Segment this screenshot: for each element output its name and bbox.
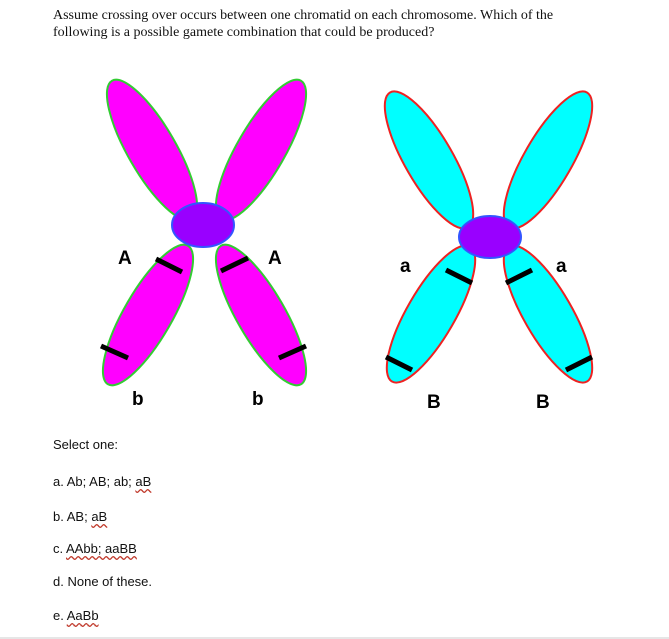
left-lower-right-arm [200, 234, 322, 397]
option-d[interactable] [53, 574, 152, 589]
right-centromere [459, 216, 521, 258]
question-line-2: following is a possible gamete combination that could be produced? [53, 25, 435, 40]
right-lower-right-arm [488, 234, 608, 393]
right-lower-left-arm [371, 234, 491, 393]
left-centromere [172, 203, 234, 247]
left-label-b-1: b [132, 389, 144, 410]
option-b-flagged: aB [91, 509, 108, 524]
option-e-flagged: AaBb [66, 608, 99, 623]
left-label-A-1: A [118, 248, 132, 269]
option-d-text: None of these. [67, 574, 153, 589]
right-upper-right-arm [488, 80, 608, 239]
left-chromosome [87, 69, 322, 410]
option-b[interactable] [53, 509, 107, 524]
option-c-prefix: c. [53, 541, 67, 556]
right-upper-left-arm [369, 80, 489, 239]
option-b-prefix: b. [53, 509, 67, 524]
right-label-a-1: a [400, 256, 411, 277]
left-lower-left-arm [87, 234, 209, 397]
left-label-A-2: A [268, 248, 282, 269]
option-c[interactable] [53, 541, 137, 556]
option-a-flagged: aB [135, 474, 152, 489]
right-label-a-2: a [556, 256, 567, 277]
option-a-text: Ab; AB; ab; [66, 474, 136, 489]
right-chromosome [369, 80, 608, 413]
right-label-B-1: B [427, 392, 441, 413]
question-line-1: Assume crossing over occurs between one chromatid on each chromosome. Which of the [53, 8, 554, 23]
option-e-prefix: e. [53, 608, 67, 623]
option-c-flagged: AAbb; aaBB [66, 541, 137, 556]
right-label-B-2: B [536, 392, 550, 413]
select-one-label: Select one: [53, 437, 119, 452]
option-a[interactable] [53, 474, 151, 489]
left-label-b-2: b [252, 389, 264, 410]
option-d-prefix: d. [53, 574, 68, 589]
option-e[interactable] [53, 608, 99, 623]
option-b-text: AB; [66, 509, 92, 524]
option-a-prefix: a. [53, 474, 67, 489]
